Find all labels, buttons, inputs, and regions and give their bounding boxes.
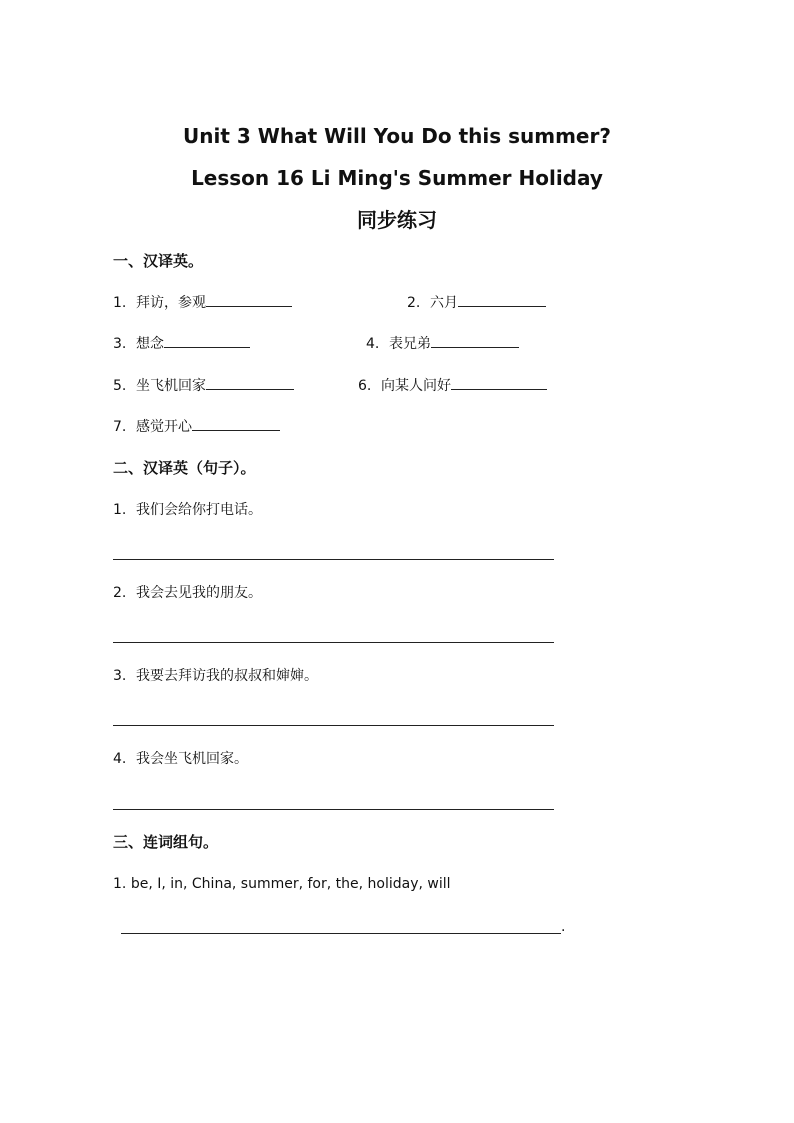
section2-item-1 [113,500,262,520]
answer-blank[interactable] [431,333,519,348]
item-text: 向某人问好 [381,378,451,394]
answer-blank[interactable] [206,292,292,307]
item-text: 六月 [430,295,458,311]
item-text: 表兄弟 [389,336,431,352]
item-number: 4. [366,336,380,352]
section1-item-2 [407,292,546,313]
item-text: be, I, in, China, summer, for, the, holiday, will [130,876,451,892]
item-text: 坐飞机回家 [136,378,206,394]
item-number: 1. [113,876,127,892]
section1-heading: 一、汉译英。 [113,252,204,270]
section3-heading: 三、连词组句。 [113,833,219,851]
item-number: 1. [113,502,127,518]
item-text: 拜访，参观 [136,295,206,311]
section2-item-2 [113,583,262,603]
item-number: 1. [113,295,127,311]
exercise-title: 同步练习 [357,208,437,232]
page-title: Unit 3 What Will You Do this summer? [183,124,611,148]
item-number: 7. [113,419,127,435]
section2-item-4 [113,749,248,769]
section1-item-3 [113,333,250,354]
answer-blank[interactable] [458,292,546,307]
answer-line[interactable] [113,809,554,810]
answer-blank[interactable] [206,375,294,390]
item-number: 2. [407,295,421,311]
section1-item-6 [358,375,547,396]
section1-item-1 [113,292,292,313]
item-number: 3. [113,668,127,684]
item-number: 5. [113,378,127,394]
answer-line[interactable] [121,933,561,934]
answer-line[interactable] [113,642,554,643]
section2-item-3 [113,666,318,686]
item-text: 我会去见我的朋友。 [136,585,262,601]
section1-item-4 [366,333,519,354]
item-text: 我们会给你打电话。 [136,502,262,518]
item-number: 3. [113,336,127,352]
item-text: 我要去拜访我的叔叔和婶婶。 [136,668,318,684]
end-period: . [561,919,566,935]
section1-item-7 [113,416,280,437]
item-text: 感觉开心 [136,419,192,435]
item-text: 想念 [136,336,164,352]
section2-heading: 二、汉译英（句子）。 [113,459,256,477]
item-text: 我会坐飞机回家。 [136,751,248,767]
item-number: 6. [358,378,372,394]
section1-item-5 [113,375,294,396]
lesson-title: Lesson 16 Li Ming's Summer Holiday [191,166,603,190]
answer-line[interactable] [113,559,554,560]
item-number: 2. [113,585,127,601]
answer-blank[interactable] [192,416,280,431]
answer-blank[interactable] [164,333,250,348]
answer-blank[interactable] [451,375,547,390]
section3-item-1 [113,874,451,894]
answer-line[interactable] [113,725,554,726]
item-number: 4. [113,751,127,767]
